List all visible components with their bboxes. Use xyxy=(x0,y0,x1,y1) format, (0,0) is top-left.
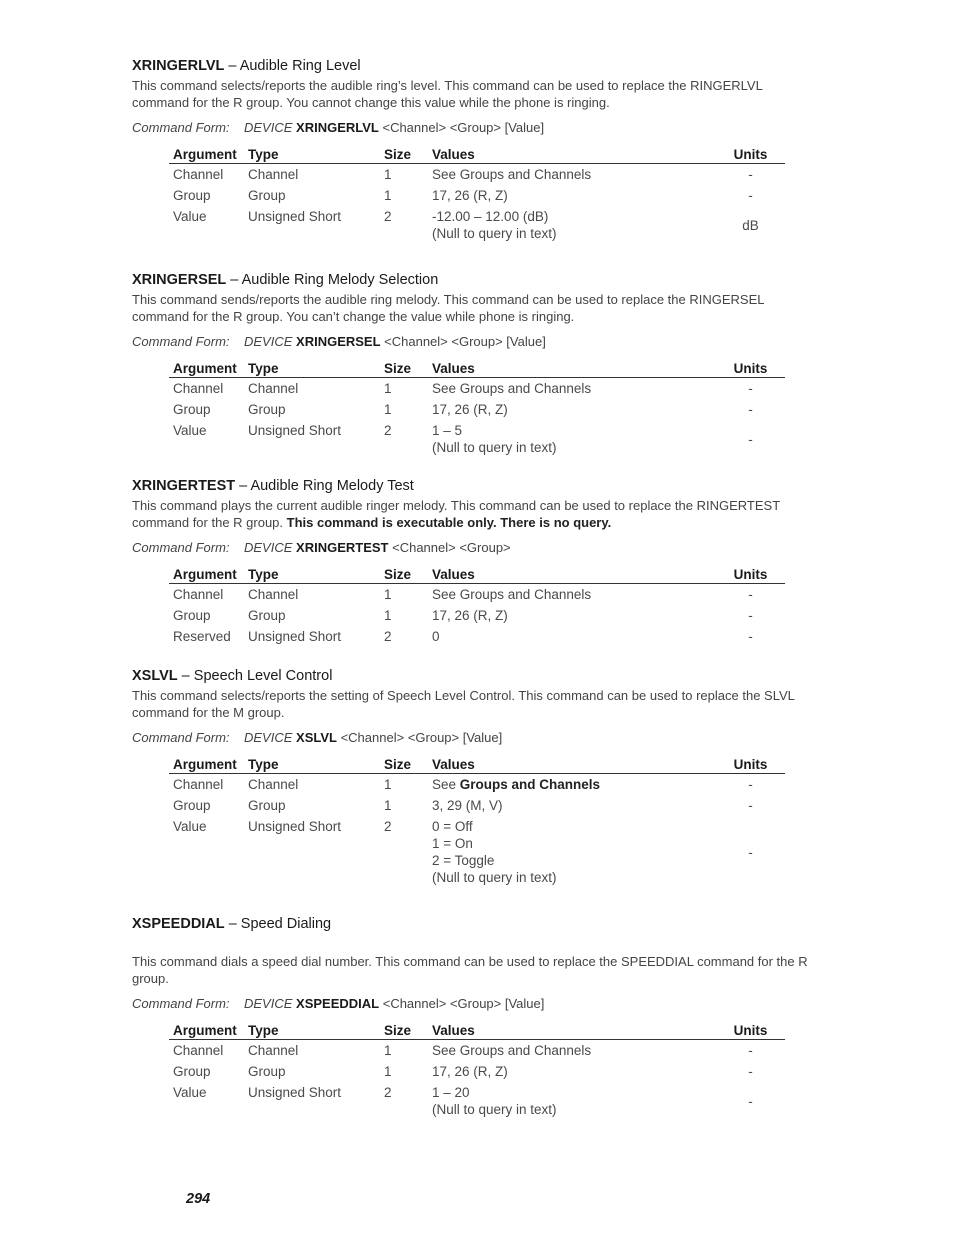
table-row xyxy=(169,584,785,606)
table-row xyxy=(169,816,785,888)
command-form-device: DEVICE xyxy=(244,996,293,1011)
description-text: This command selects/reports the setting of Speech Level Control. This command can be used to replace the SLVL command for the M group. xyxy=(132,688,795,720)
value-line xyxy=(432,1042,712,1059)
type-cell: Channel xyxy=(248,777,299,792)
value-text: 1 – 5 xyxy=(432,423,463,438)
table-header-row xyxy=(169,567,785,584)
argument-cell: Channel xyxy=(173,381,224,396)
argument-table xyxy=(169,361,785,458)
column-header-units: Units xyxy=(716,361,785,378)
command-subtitle: – Speed Dialing xyxy=(224,916,332,932)
type-cell: Channel xyxy=(248,167,299,182)
command-form-device: DEVICE xyxy=(244,120,293,135)
table-row xyxy=(169,164,785,186)
column-header-type: Type xyxy=(244,147,380,164)
column-header-units: Units xyxy=(716,1023,785,1040)
command-form-label: Command Form: xyxy=(132,120,230,135)
value-line xyxy=(432,187,712,204)
command-description xyxy=(132,497,812,531)
command-section-xringertest xyxy=(132,478,812,647)
type-cell: Group xyxy=(248,798,286,813)
value-line xyxy=(432,852,712,869)
argument-cell: Value xyxy=(173,1085,207,1100)
values-cell xyxy=(428,816,716,888)
value-bold-text: Groups and Channels xyxy=(459,777,601,792)
values-cell xyxy=(428,164,716,186)
size-cell: 1 xyxy=(384,1064,392,1079)
column-header-values: Values xyxy=(428,147,716,164)
argument-cell: Channel xyxy=(173,1043,224,1058)
size-cell: 1 xyxy=(384,1043,392,1058)
value-text: 1 – 20 xyxy=(432,1085,470,1100)
type-cell: Unsigned Short xyxy=(248,629,342,644)
table-row xyxy=(169,1082,785,1120)
table-row xyxy=(169,185,785,206)
units-cell: - xyxy=(748,777,753,792)
values-cell xyxy=(428,185,716,206)
value-line xyxy=(432,818,712,835)
type-cell: Unsigned Short xyxy=(248,423,342,438)
units-cell: - xyxy=(748,167,753,182)
table-row xyxy=(169,206,785,244)
command-form-args: <Channel> <Group> xyxy=(388,540,511,555)
units-cell: - xyxy=(748,1093,753,1109)
description-text: This command sends/reports the audible ring melody. This command can be used to replace the RINGERSEL command for the R group. You can’t change the value while phone is ringing. xyxy=(132,292,765,324)
command-section-xringersel xyxy=(132,272,812,458)
command-section-xringerlvl xyxy=(132,58,812,244)
value-line xyxy=(432,869,712,886)
size-cell: 2 xyxy=(384,629,392,644)
command-name: XSPEEDDIAL xyxy=(132,916,225,932)
value-line xyxy=(432,1084,712,1101)
command-form-device: DEVICE xyxy=(244,334,293,349)
command-subtitle: – Speech Level Control xyxy=(177,668,333,684)
value-line xyxy=(432,1063,712,1080)
command-form-label: Command Form: xyxy=(132,540,230,555)
command-description xyxy=(132,77,812,111)
units-cell: - xyxy=(748,1043,753,1058)
command-form-device: DEVICE xyxy=(244,730,293,745)
units-cell: - xyxy=(748,608,753,623)
argument-cell: Value xyxy=(173,423,207,438)
command-form xyxy=(132,120,812,135)
type-cell: Group xyxy=(248,188,286,203)
size-cell: 1 xyxy=(384,587,392,602)
column-header-argument: Argument xyxy=(169,567,244,584)
value-text: See xyxy=(432,777,460,792)
column-header-type: Type xyxy=(244,361,380,378)
units-cell: - xyxy=(748,798,753,813)
size-cell: 1 xyxy=(384,608,392,623)
value-text: -12.00 – 12.00 (dB) xyxy=(432,209,549,224)
type-cell: Group xyxy=(248,402,286,417)
column-header-argument: Argument xyxy=(169,757,244,774)
command-description xyxy=(132,291,812,325)
column-header-units: Units xyxy=(716,757,785,774)
value-text: 0 xyxy=(432,629,440,644)
argument-cell: Channel xyxy=(173,167,224,182)
argument-cell: Channel xyxy=(173,587,224,602)
argument-table xyxy=(169,1023,785,1120)
values-cell xyxy=(428,420,716,458)
command-form-args: <Channel> <Group> [Value] xyxy=(380,334,546,349)
argument-cell: Group xyxy=(173,798,211,813)
command-name: XSLVL xyxy=(132,668,178,684)
argument-cell: Group xyxy=(173,1064,211,1079)
values-cell xyxy=(428,584,716,606)
command-form-args: <Channel> <Group> [Value] xyxy=(379,996,545,1011)
size-cell: 1 xyxy=(384,402,392,417)
command-form xyxy=(132,334,812,349)
table-row xyxy=(169,420,785,458)
values-cell xyxy=(428,626,716,647)
column-header-units: Units xyxy=(716,567,785,584)
command-form-label: Command Form: xyxy=(132,730,230,745)
value-text: See Groups and Channels xyxy=(432,167,592,182)
type-cell: Channel xyxy=(248,381,299,396)
column-header-type: Type xyxy=(244,757,380,774)
table-header-row xyxy=(169,1023,785,1040)
type-cell: Unsigned Short xyxy=(248,1085,342,1100)
command-form-device: DEVICE xyxy=(244,540,293,555)
argument-cell: Group xyxy=(173,402,211,417)
command-subtitle: – Audible Ring Melody Selection xyxy=(226,272,439,288)
command-subtitle: – Audible Ring Level xyxy=(224,58,361,74)
command-name: XRINGERLVL xyxy=(132,58,225,74)
size-cell: 1 xyxy=(384,188,392,203)
size-cell: 1 xyxy=(384,798,392,813)
command-description xyxy=(132,953,812,987)
value-line xyxy=(432,380,712,397)
command-form-name: XRINGERSEL xyxy=(296,334,381,349)
table-row xyxy=(169,795,785,816)
command-form xyxy=(132,996,812,1011)
value-text: See Groups and Channels xyxy=(432,1043,592,1058)
command-form-label: Command Form: xyxy=(132,334,230,349)
column-header-argument: Argument xyxy=(169,361,244,378)
units-cell: - xyxy=(748,629,753,644)
command-subtitle: – Audible Ring Melody Test xyxy=(235,478,414,494)
values-cell xyxy=(428,378,716,400)
units-cell: - xyxy=(748,188,753,203)
argument-table xyxy=(169,757,785,888)
value-text: 1 = On xyxy=(432,836,473,851)
type-cell: Group xyxy=(248,608,286,623)
value-line xyxy=(432,586,712,603)
units-cell: dB xyxy=(742,217,759,233)
value-line xyxy=(432,166,712,183)
description-text: This command selects/reports the audible ring’s level. This command can be used to replace the RINGERLVL command for the R group. You cannot change this value while the phone is ringing. xyxy=(132,78,763,110)
table-header-row xyxy=(169,147,785,164)
type-cell: Unsigned Short xyxy=(248,209,342,224)
values-cell xyxy=(428,795,716,816)
column-header-values: Values xyxy=(428,757,716,774)
command-form xyxy=(132,730,812,745)
value-text: (Null to query in text) xyxy=(432,226,557,241)
column-header-values: Values xyxy=(428,567,716,584)
table-row xyxy=(169,1061,785,1082)
type-cell: Channel xyxy=(248,1043,299,1058)
column-header-size: Size xyxy=(380,757,428,774)
description-bold-note: This command is executable only. There is no query. xyxy=(286,515,612,530)
argument-cell: Value xyxy=(173,209,207,224)
size-cell: 2 xyxy=(384,1085,392,1100)
command-form-name: XSLVL xyxy=(296,730,337,745)
values-cell xyxy=(428,1061,716,1082)
command-form-args: <Channel> <Group> [Value] xyxy=(336,730,503,745)
value-text: 17, 26 (R, Z) xyxy=(432,402,508,417)
argument-cell: Group xyxy=(173,188,211,203)
argument-cell: Value xyxy=(173,819,207,834)
description-text: This command plays the current audible ringer melody. This command can be used to replace the RINGERTEST command for the R group. xyxy=(132,498,780,530)
size-cell: 2 xyxy=(384,209,392,224)
value-line xyxy=(432,208,712,225)
column-header-type: Type xyxy=(244,1023,380,1040)
command-name: XRINGERSEL xyxy=(132,272,227,288)
values-cell xyxy=(428,206,716,244)
values-cell xyxy=(428,605,716,626)
command-form-args: <Channel> <Group> [Value] xyxy=(378,120,545,135)
column-header-size: Size xyxy=(380,147,428,164)
column-header-units: Units xyxy=(716,147,785,164)
table-row xyxy=(169,626,785,647)
column-header-type: Type xyxy=(244,567,380,584)
column-header-size: Size xyxy=(380,1023,428,1040)
units-cell: - xyxy=(748,1064,753,1079)
value-text: (Null to query in text) xyxy=(432,870,557,885)
argument-table xyxy=(169,147,785,244)
table-row xyxy=(169,774,785,796)
values-cell xyxy=(428,1082,716,1120)
column-header-values: Values xyxy=(428,1023,716,1040)
size-cell: 1 xyxy=(384,167,392,182)
value-line xyxy=(432,225,712,242)
value-text: 2 = Toggle xyxy=(432,853,495,868)
command-form-label: Command Form: xyxy=(132,996,230,1011)
command-section-xslvl xyxy=(132,668,812,888)
argument-cell: Channel xyxy=(173,777,224,792)
units-cell: - xyxy=(748,431,753,447)
value-text: 17, 26 (R, Z) xyxy=(432,1064,508,1079)
table-header-row xyxy=(169,757,785,774)
value-line xyxy=(432,628,712,645)
command-form-name: XRINGERTEST xyxy=(296,540,389,555)
table-row xyxy=(169,605,785,626)
value-line xyxy=(432,835,712,852)
value-line xyxy=(432,776,712,793)
page-number: 294 xyxy=(186,1191,211,1207)
column-header-values: Values xyxy=(428,361,716,378)
argument-table xyxy=(169,567,785,647)
value-line xyxy=(432,401,712,418)
size-cell: 2 xyxy=(384,423,392,438)
command-form-name: XRINGERLVL xyxy=(296,120,379,135)
units-cell: - xyxy=(748,587,753,602)
size-cell: 1 xyxy=(384,777,392,792)
value-line xyxy=(432,439,712,456)
type-cell: Unsigned Short xyxy=(248,819,342,834)
table-row xyxy=(169,399,785,420)
value-text: See Groups and Channels xyxy=(432,587,592,602)
description-text: This command dials a speed dial number. This command can be used to replace the SPEEDDIAL command for the R group. xyxy=(132,954,808,986)
column-header-argument: Argument xyxy=(169,1023,244,1040)
value-text: 3, 29 (M, V) xyxy=(432,798,503,813)
units-cell: - xyxy=(748,844,753,860)
value-line xyxy=(432,1101,712,1118)
value-text: 0 = Off xyxy=(432,819,473,834)
section-title xyxy=(132,916,812,932)
section-title xyxy=(132,58,812,74)
table-row xyxy=(169,1040,785,1062)
values-cell xyxy=(428,1040,716,1062)
values-cell xyxy=(428,774,716,796)
table-header-row xyxy=(169,361,785,378)
values-cell xyxy=(428,399,716,420)
type-cell: Channel xyxy=(248,587,299,602)
command-description xyxy=(132,687,812,721)
value-line xyxy=(432,797,712,814)
command-form-name: XSPEEDDIAL xyxy=(296,996,380,1011)
section-title xyxy=(132,478,812,494)
section-title xyxy=(132,668,812,684)
command-form xyxy=(132,540,812,555)
value-text: (Null to query in text) xyxy=(432,440,557,455)
units-cell: - xyxy=(748,381,753,396)
value-text: See Groups and Channels xyxy=(432,381,592,396)
column-header-size: Size xyxy=(380,361,428,378)
value-text: (Null to query in text) xyxy=(432,1102,557,1117)
value-line xyxy=(432,607,712,624)
size-cell: 1 xyxy=(384,381,392,396)
argument-cell: Reserved xyxy=(173,629,231,644)
type-cell: Group xyxy=(248,1064,286,1079)
value-text: 17, 26 (R, Z) xyxy=(432,188,508,203)
column-header-size: Size xyxy=(380,567,428,584)
command-name: XRINGERTEST xyxy=(132,478,236,494)
table-row xyxy=(169,378,785,400)
size-cell: 2 xyxy=(384,819,392,834)
value-text: 17, 26 (R, Z) xyxy=(432,608,508,623)
value-line xyxy=(432,422,712,439)
units-cell: - xyxy=(748,402,753,417)
column-header-argument: Argument xyxy=(169,147,244,164)
section-title xyxy=(132,272,812,288)
argument-cell: Group xyxy=(173,608,211,623)
command-section-xspeeddial xyxy=(132,916,812,1120)
